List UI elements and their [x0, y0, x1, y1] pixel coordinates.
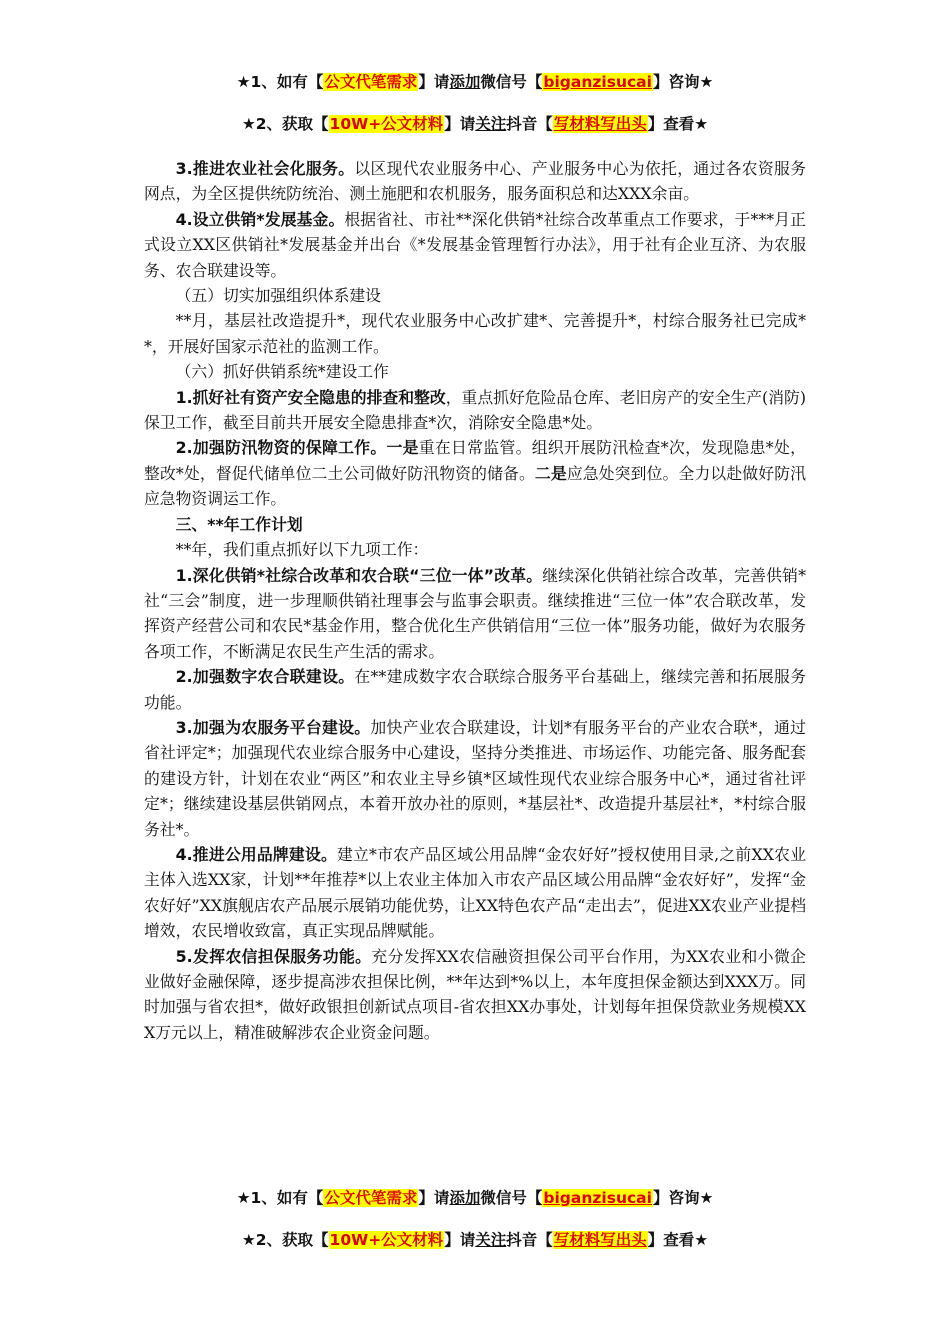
paragraph-lead: 3.推进农业社会化服务。 — [175, 159, 355, 178]
banner-text: 】咨询★ — [652, 1189, 714, 1207]
banner-text: 微信号【 — [480, 73, 543, 91]
document-body — [144, 156, 806, 1045]
paragraph-text: 充分发挥XX农信融资担保公司平台作用，为XX农业和小微企业做好金融保障，逐步提高涉农担保比例，**年达到*%以上，本年度担保金额达到XXX万。同时加强与省农担*，做好政银担创新试点项目-省农担XX办事处，计划每年担保贷款业务规模XXX万元以上，精准破解涉农企业资金问题。 — [144, 946, 806, 1042]
banner-highlight: 10W+公文材料 — [329, 115, 444, 133]
banner-wechat-id: biganzisucai — [543, 1189, 652, 1207]
paragraph-text: 应急处突到位。全力以赴做好防汛应急物资调运工作。 — [144, 463, 806, 509]
banner-text: ★1、如有【 — [236, 1189, 324, 1207]
banner-text: 】请 — [444, 1231, 476, 1249]
promo-banner-1 — [0, 70, 950, 92]
paragraph-text: **月，基层社改造提升*，现代农业服务中心改扩建*、完善提升*，村综合服务社已完成**，开展好国家示范社的监测工作。 — [144, 311, 806, 356]
promo-banner-2 — [0, 112, 950, 134]
paragraph-lead: 2.加强数字农合联建设。 — [175, 667, 355, 687]
banner-text: ★2、获取【 — [241, 115, 329, 133]
chapter-heading: 三、**年工作计划 — [175, 514, 303, 534]
banner-text: ★1、如有【 — [236, 73, 324, 91]
banner-wechat-id: biganzisucai — [543, 73, 652, 91]
paragraph-lead: 5.发挥农信担保服务功能。 — [175, 946, 372, 966]
paragraph-lead: 一是 — [386, 438, 419, 458]
paragraph-text: 加快产业农合联建设，计划*有服务平台的产业农合联*，通过省社评定*；加强现代农业综合服务中心建设，坚持分类推进、市场运作、功能完备、服务配套的建设方针，计划在农业“两区”和农业主导乡镇*区域性现代农业综合服务中心*，通过省社评定*；继续建设基层供销网点，本着开放办社的原则，*基层社*、改造提升基层社*，*村综合服务社*。 — [144, 717, 806, 839]
paragraph — [144, 537, 806, 562]
banner-text: ★2、获取【 — [241, 1231, 329, 1249]
paragraph-text: 重在日常监管。组织开展防汛检查*次，发现隐患*处，整改*处，督促代储单位二土公司做好防汛物资的储备。 — [144, 438, 806, 483]
paragraph — [144, 156, 806, 207]
banner-highlight: 公文代笔需求 — [324, 73, 418, 91]
paragraph-text: ，重点抓好危险品仓库、老旧房产的安全生产(消防)保卫工作，截至目前共开展安全隐患排查*次，消除安全隐患*处。 — [144, 387, 807, 433]
paragraph — [144, 207, 806, 283]
banner-underline: 添加 — [449, 1189, 481, 1207]
paragraph-text: 以区现代农业服务中心、产业服务中心为依托，通过各农资服务网点，为全区提供统防统治、测土施肥和农机服务，服务面积总和达XXX余亩。 — [144, 159, 806, 204]
promo-banner-2-bottom — [0, 1228, 950, 1250]
paragraph — [144, 664, 806, 715]
paragraph-text: **年，我们重点抓好以下九项工作： — [175, 540, 429, 560]
paragraph-text: 继续深化供销社综合改革，完善供销*社“三会”制度，进一步理顺供销社理事会与监事会职责。继续推进“三位一体”农合联改革，发挥资产经营公司和农民*基金作用，整合优化生产供销信用“三位一体”服务功能，做好为农服务各项工作，不断满足农民生产生活的需求。 — [144, 565, 806, 661]
banner-underline: 关注 — [475, 115, 507, 133]
paragraph-lead: 2.加强防汛物资的保障工作。 — [175, 438, 387, 458]
banner-highlight: 公文代笔需求 — [324, 1189, 418, 1207]
paragraph-lead: 3.加强为农服务平台建设。 — [175, 717, 371, 737]
banner-text: 】咨询★ — [652, 73, 714, 91]
paragraph — [144, 308, 806, 359]
banner-highlight: 10W+公文材料 — [329, 1231, 444, 1249]
paragraph-text: 建立*市农产品区域公用品牌“金农好好”授权使用目录,之前XX农业主体入选XX家，计划**年推荐*以上农业主体加入市农产品区域公用品牌“金农好好”，发挥“金农好好”XX旗舰店农产品展示展销功能优势，让XX特色农产品“走出去”，促进XX农业产业提档增效，农民增收致富，真正实现品牌赋能。 — [144, 844, 806, 941]
paragraph-lead: 1.抓好社有资产安全隐患的排查和整改 — [175, 387, 446, 407]
paragraph-text: 根据省社、市社**深化供销*社综合改革重点工作要求，于***月正式设立XX区供销社*发展基金并出台《*发展基金管理暂行办法》，用于社有企业互济、为农服务、农合联建设等。 — [144, 209, 806, 280]
banner-douyin-id: 写材料写出头 — [553, 1231, 647, 1249]
paragraph-lead: 4.推进公用品牌建设。 — [175, 844, 337, 864]
section-heading: （五）切实加强组织体系建设 — [175, 286, 381, 306]
banner-underline: 关注 — [475, 1231, 507, 1249]
paragraph — [144, 715, 806, 842]
paragraph-lead: 4.设立供销*发展基金。 — [175, 209, 345, 229]
banner-text: 】请 — [418, 73, 450, 91]
banner-text: 】查看★ — [647, 115, 709, 133]
paragraph — [144, 944, 806, 1046]
promo-banner-1-bottom — [0, 1186, 950, 1208]
banner-text: 抖音【 — [506, 115, 553, 133]
paragraph-text: 在**建成数字农合联综合服务平台基础上，继续完善和拓展服务功能。 — [144, 667, 806, 712]
banner-text: 微信号【 — [480, 1189, 543, 1207]
banner-underline: 添加 — [449, 73, 481, 91]
paragraph — [144, 435, 806, 511]
banner-text: 】查看★ — [647, 1231, 709, 1249]
banner-text: 抖音【 — [506, 1231, 553, 1249]
paragraph — [144, 563, 806, 665]
paragraph — [144, 385, 806, 436]
paragraph-lead: 二是 — [534, 463, 567, 483]
paragraph — [144, 842, 806, 944]
banner-text: 】请 — [418, 1189, 450, 1207]
banner-text: 】请 — [444, 115, 476, 133]
paragraph-lead: 1.深化供销*社综合改革和农合联“三位一体”改革。 — [175, 565, 543, 585]
banner-douyin-id: 写材料写出头 — [553, 115, 647, 133]
section-heading: （六）抓好供销系统*建设工作 — [175, 362, 389, 382]
